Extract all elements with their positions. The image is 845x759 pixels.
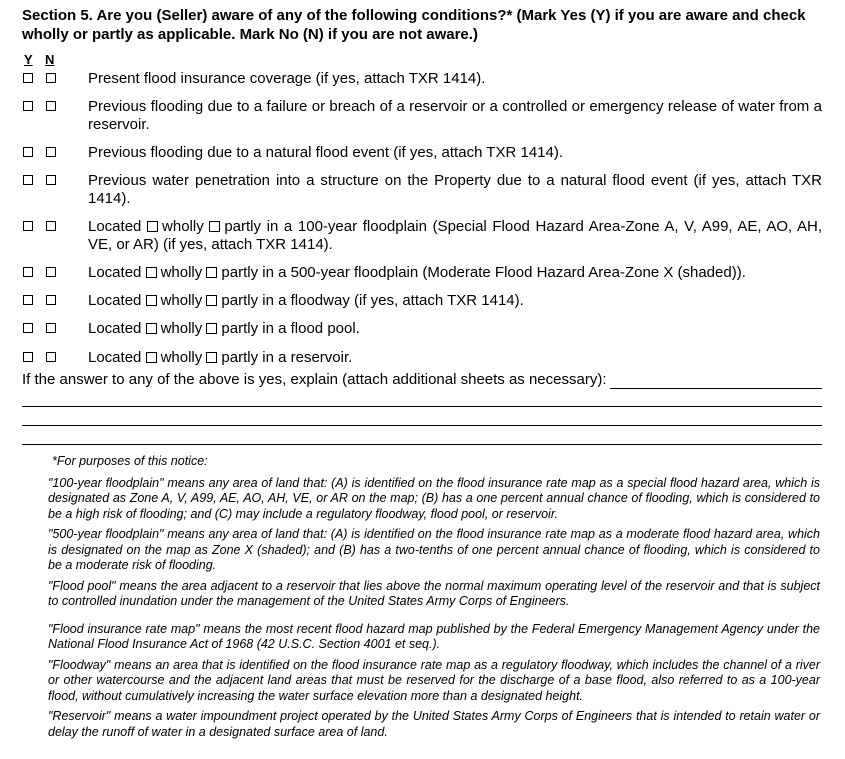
condition-text: Previous water penetration into a structure on the Property due to a natural flood event (if yes, attach TXR 1414).: [88, 172, 822, 207]
condition-text: [88, 349, 822, 367]
partly-label: partly in a 500-year floodplain (Moderate Flood Hazard Area-Zone X (shaded)).: [221, 264, 746, 281]
no-checkbox[interactable]: [46, 267, 56, 277]
definition-paragraph: "500-year floodplain" means any area of land that: (A) is identified on the flood insurance rate map as a moderate flood hazard area, which is designated on the map as Zone X (shaded); and (B) has a two-tenths of one percent annual chance of flooding, which is considered to be a moderate risk of flooding.: [48, 527, 820, 572]
no-checkbox[interactable]: [46, 352, 56, 362]
partly-label: partly in a flood pool.: [221, 320, 360, 337]
no-column-label: N: [45, 52, 55, 67]
partly-checkbox[interactable]: [206, 352, 217, 363]
notes-intro: *For purposes of this notice:: [52, 454, 208, 468]
yes-no-header: [22, 52, 62, 68]
no-checkbox[interactable]: [46, 101, 56, 111]
condition-text: Present flood insurance coverage (if yes, attach TXR 1414).: [88, 70, 486, 87]
definition-paragraph: "100-year floodplain" means any area of land that: (A) is identified on the flood insurance rate map as a special flood hazard area, which is designated as Zone A, V, A99, AE, AO, AH, VE, or AR on the map; (B) has a one percent annual chance of flooding, which is considered to be a high risk of flooding; and (C) may include a regulatory floodway, flood pool, or reservoir.: [48, 475, 820, 521]
explain-row: [22, 371, 822, 389]
condition-row: [22, 292, 822, 312]
explain-label: If the answer to any of the above is yes, explain (attach additional sheets as necessary):: [22, 371, 607, 388]
yes-checkbox[interactable]: [23, 101, 33, 111]
partly-label: partly in a floodway (if yes, attach TXR 1414).: [221, 292, 524, 309]
yes-checkbox[interactable]: [23, 295, 33, 305]
definition-paragraph: "Reservoir" means a water impoundment project operated by the United States Army Corps of Engineers that is intended to retain water or delay the runoff of water in a designated surface area of land.: [48, 709, 820, 739]
condition-row: [22, 70, 822, 90]
located-label: Located: [88, 349, 142, 366]
yes-checkbox[interactable]: [23, 175, 33, 185]
yes-checkbox[interactable]: [23, 73, 33, 83]
wholly-checkbox[interactable]: [146, 295, 157, 306]
definition-paragraph: "Floodway" means an area that is identified on the flood insurance rate map as a regulatory floodway, which includes the channel of a river or other watercourse and the adjacent land areas that must be reserved for the discharge of a base flood, also referred to as a 100-year flood, without cumulatively increasing the water surface elevation more than a designated height.: [48, 657, 820, 703]
definition-paragraph: "Flood insurance rate map" means the most recent flood hazard map published by the Federal Emergency Management Agency under the National Flood Insurance Act of 1968 (42 U.S.C. Section 4001 et seq.).: [48, 621, 820, 651]
condition-text: Previous flooding due to a failure or breach of a reservoir or a controlled or emergency release of water from a reservoir.: [88, 98, 822, 133]
condition-row: [22, 144, 822, 164]
condition-text: [88, 264, 822, 282]
partly-checkbox[interactable]: [209, 221, 220, 232]
no-checkbox[interactable]: [46, 323, 56, 333]
no-checkbox[interactable]: [46, 221, 56, 231]
no-checkbox[interactable]: [46, 175, 56, 185]
condition-text: [88, 218, 822, 254]
wholly-label: wholly: [162, 218, 204, 235]
wholly-label: wholly: [160, 292, 203, 309]
wholly-label: wholly: [160, 320, 203, 337]
located-label: Located: [88, 292, 142, 309]
wholly-checkbox[interactable]: [147, 221, 158, 232]
condition-row: [22, 172, 822, 208]
wholly-checkbox[interactable]: [146, 352, 157, 363]
partly-checkbox[interactable]: [206, 295, 217, 306]
wholly-label: wholly: [160, 264, 203, 281]
explain-line[interactable]: [22, 406, 822, 407]
no-checkbox[interactable]: [46, 295, 56, 305]
partly-checkbox[interactable]: [206, 267, 217, 278]
yes-checkbox[interactable]: [23, 221, 33, 231]
definition-paragraph: "Flood pool" means the area adjacent to a reservoir that lies above the normal maximum operating level of the reservoir and that is subject to controlled inundation under the management of the United States Army Corps of Engineers.: [48, 578, 820, 608]
no-checkbox[interactable]: [46, 147, 56, 157]
explain-line[interactable]: [22, 425, 822, 426]
condition-row: [22, 320, 822, 340]
condition-row: [22, 98, 822, 134]
partly-label: partly in a 100-year floodplain (Special Flood Hazard Area-Zone A, V, A99, AE, AO, AH, VE, or AR) (if yes, attach TXR 1414).: [88, 218, 822, 253]
located-label: Located: [88, 264, 142, 281]
yes-checkbox[interactable]: [23, 147, 33, 157]
yes-checkbox[interactable]: [23, 323, 33, 333]
explain-line[interactable]: [22, 444, 822, 445]
section-heading: Section 5. Are you (Seller) aware of any of the following conditions?* (Mark Yes (Y) if you are aware and check wholly or partly as applicable. Mark No (N) if you are not aware.): [22, 7, 806, 43]
yes-checkbox[interactable]: [23, 267, 33, 277]
no-checkbox[interactable]: [46, 73, 56, 83]
wholly-checkbox[interactable]: [146, 323, 157, 334]
located-label: Located: [88, 320, 142, 337]
explain-input-line[interactable]: [610, 374, 823, 389]
yes-column-label: Y: [24, 52, 33, 67]
conditions-list: [22, 70, 822, 369]
definitions-notes: [48, 454, 820, 745]
condition-row: [22, 218, 822, 254]
wholly-checkbox[interactable]: [146, 267, 157, 278]
condition-row: [22, 264, 822, 284]
partly-checkbox[interactable]: [206, 323, 217, 334]
partly-label: partly in a reservoir.: [221, 349, 353, 366]
yes-checkbox[interactable]: [23, 352, 33, 362]
condition-row: [22, 349, 822, 369]
located-label: Located: [88, 218, 142, 235]
condition-text: [88, 292, 822, 310]
condition-text: Previous flooding due to a natural flood event (if yes, attach TXR 1414).: [88, 144, 564, 161]
condition-text: [88, 320, 822, 338]
wholly-label: wholly: [160, 349, 203, 366]
